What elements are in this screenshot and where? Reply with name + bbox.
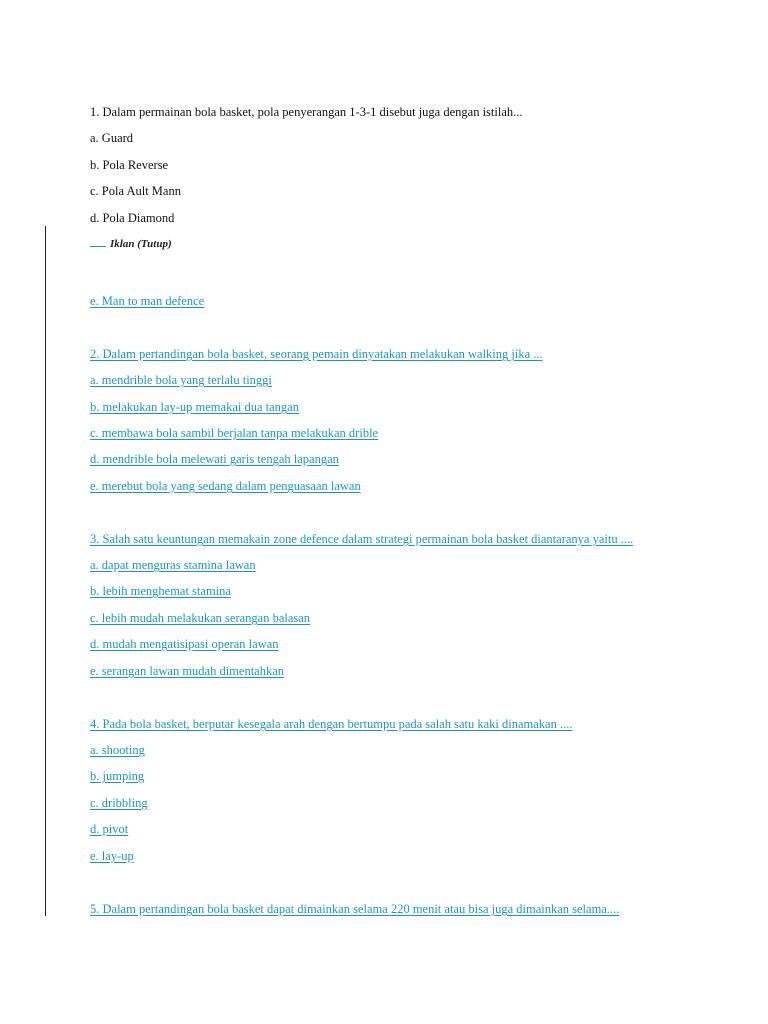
question-5-link[interactable]: 5. Dalam pertandingan bola basket dapat dimainkan selama 220 menit atau bisa juga dimainkan selama....	[90, 902, 620, 916]
ad-label: Iklan (Tutup)	[110, 238, 172, 250]
question-2-option-d-link[interactable]: d. mendrible bola melewati garis tengah lapangan	[90, 452, 339, 466]
question-1-option-b: b. Pola Reverse	[90, 158, 169, 172]
ad-close-link[interactable]	[90, 236, 172, 252]
question-1-text: 1. Dalam permainan bola basket, pola penyerangan 1-3-1 disebut juga dengan istilah...	[90, 105, 523, 119]
question-2-option-e-link[interactable]: e. merebut bola yang sedang dalam penguasaan lawan	[90, 479, 361, 493]
question-1-option-c: c. Pola Ault Mann	[90, 184, 181, 198]
question-3-option-d-link[interactable]: d. mudah mengatisipasi operan lawan	[90, 637, 279, 651]
question-4-option-a-link[interactable]: a. shooting	[90, 743, 145, 757]
question-4-link[interactable]: 4. Pada bola basket, berputar kesegala arah dengan bertumpu pada salah satu kaki dinamakan ....	[90, 717, 573, 731]
question-1-option-e-link[interactable]: e. Man to man defence	[90, 294, 205, 308]
question-3-option-b-link[interactable]: b. lebih menghemat stamina	[90, 584, 231, 598]
question-4-option-e-link[interactable]: e. lay-up	[90, 849, 134, 863]
question-1-option-d: d. Pola Diamond	[90, 211, 175, 225]
question-1-option-a: a. Guard	[90, 131, 134, 145]
question-3-option-a-link[interactable]: a. dapat menguras stamina lawan	[90, 558, 256, 572]
question-2-link[interactable]: 2. Dalam pertandingan bola basket, seorang pemain dinyatakan melakukan walking jika ...	[90, 347, 543, 361]
question-2-option-a-link[interactable]: a. mendrible bola yang terlalu tinggi	[90, 373, 272, 387]
question-3-option-c-link[interactable]: c. lebih mudah melakukan serangan balasan	[90, 611, 311, 625]
question-2-option-b-link[interactable]: b. melakukan lay-up memakai dua tangan	[90, 400, 299, 414]
question-3-option-e-link[interactable]: e. serangan lawan mudah dimentahkan	[90, 664, 285, 678]
margin-rule	[45, 226, 46, 916]
question-4-option-c-link[interactable]: c. dribbling	[90, 796, 148, 810]
question-2-option-c-link[interactable]: c. membawa bola sambil berjalan tanpa melakukan drible	[90, 426, 379, 440]
question-3-link[interactable]: 3. Salah satu keuntungan memakain zone defence dalam strategi permainan bola basket diantaranya yaitu ....	[90, 532, 634, 546]
ad-underline-blank	[90, 236, 106, 247]
question-4-option-d-link[interactable]: d. pivot	[90, 822, 129, 836]
question-4-option-b-link[interactable]: b. jumping	[90, 769, 145, 783]
